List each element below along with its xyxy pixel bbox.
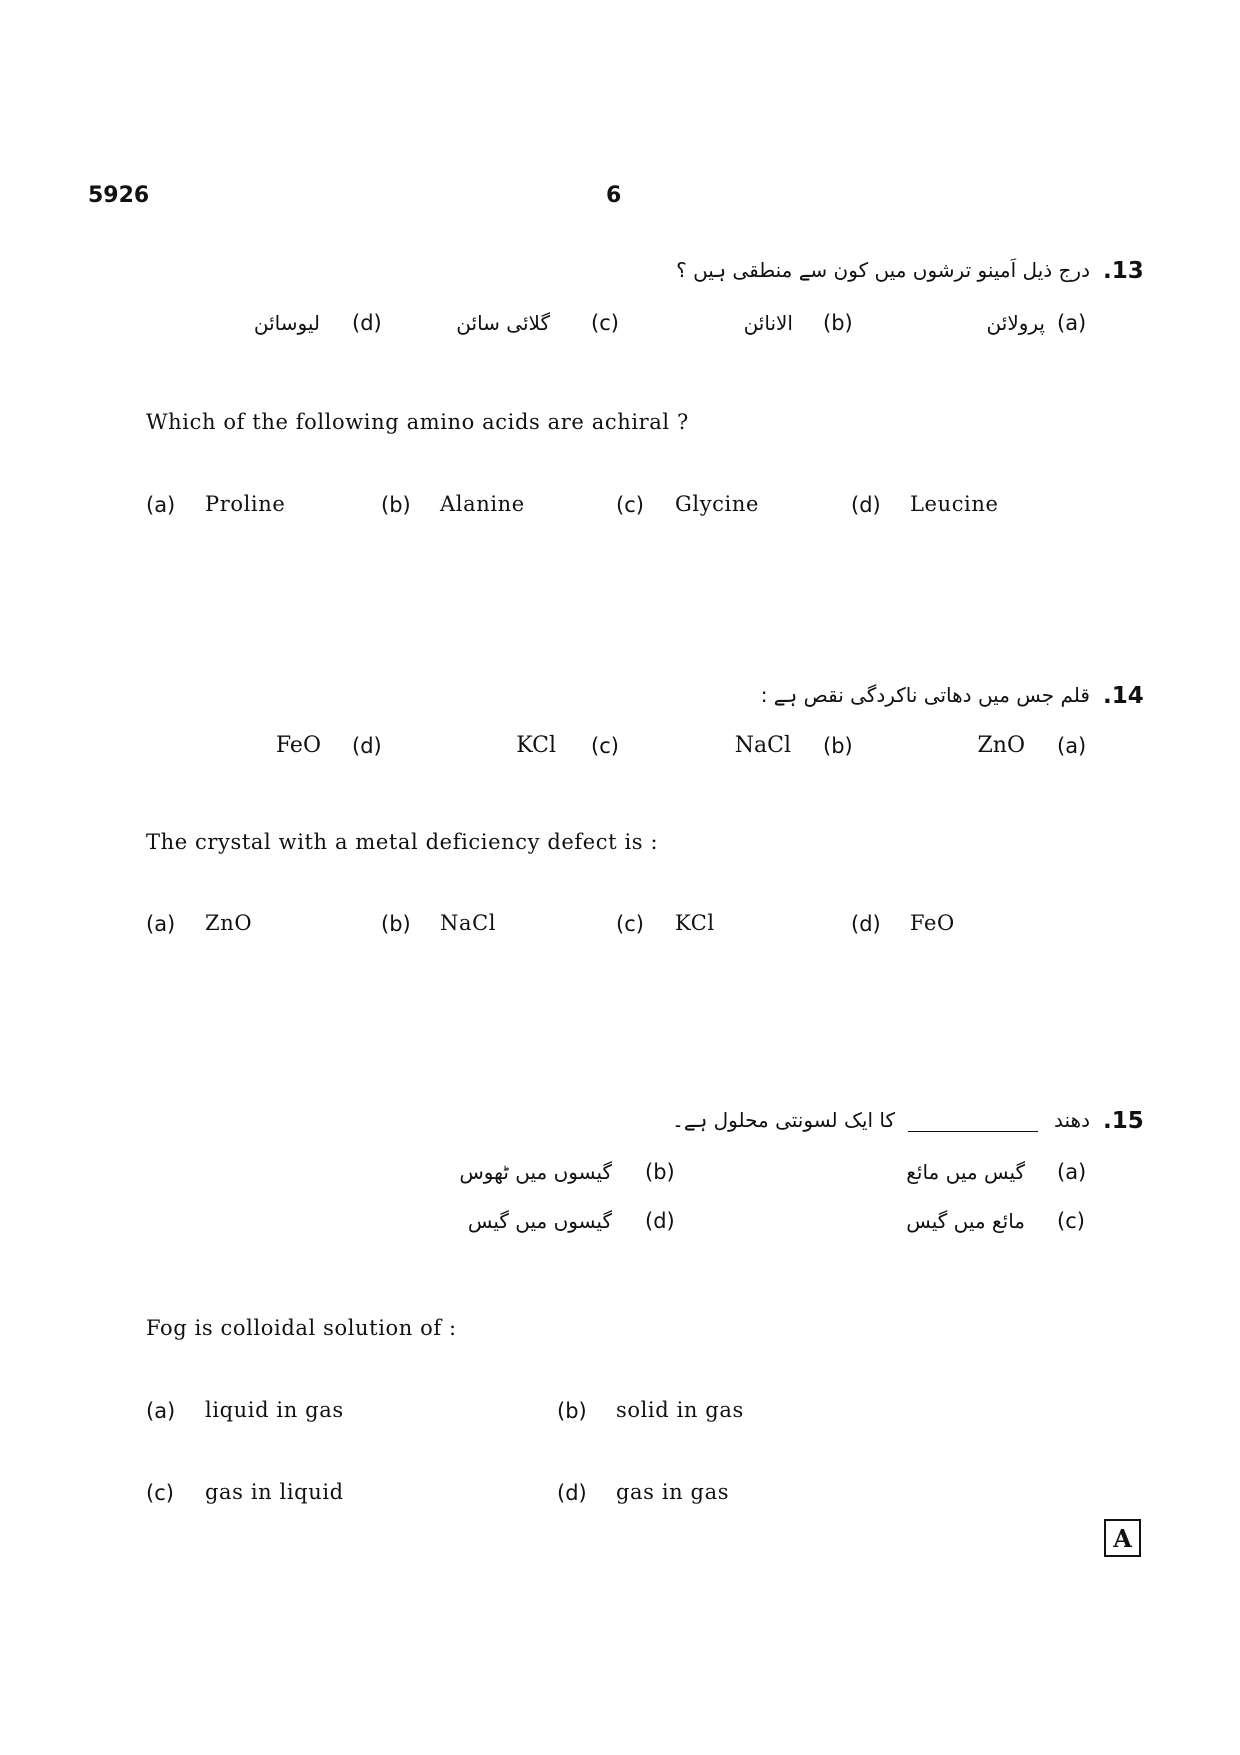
page-number: 6	[606, 183, 622, 208]
question-number: .14	[1103, 683, 1144, 709]
urdu-option-text: FeO	[275, 733, 321, 758]
option-label: (b)	[381, 912, 411, 936]
option-text: Leucine	[910, 492, 999, 516]
urdu-option-label: (d)	[352, 734, 382, 758]
option-label: (d)	[851, 493, 881, 517]
option-text: solid in gas	[616, 1398, 744, 1422]
option-text: FeO	[910, 911, 955, 935]
option-label: (c)	[616, 912, 644, 936]
urdu-option-label: (c)	[591, 734, 619, 758]
urdu-option-label: (d)	[352, 311, 382, 335]
urdu-option-text: ZnO	[977, 733, 1025, 758]
urdu-question-text: درج ذیل اَمینو ترشوں میں کون سے منطقی ہیں ؟	[676, 258, 1090, 282]
urdu-question-text: قلم جس میں دھاتی ناکردگی نقص ہے :	[760, 683, 1090, 707]
option-text: Proline	[205, 492, 286, 516]
urdu-option-label: (a)	[1057, 311, 1087, 335]
english-question-text: Fog is colloidal solution of :	[146, 1316, 457, 1340]
urdu-option-label: (b)	[645, 1160, 675, 1184]
urdu-option-label: (a)	[1057, 1160, 1087, 1184]
option-label: (a)	[146, 493, 176, 517]
paper-code: 5926	[88, 183, 150, 208]
urdu-option-label: (c)	[591, 311, 619, 335]
urdu-question-text-end: کا ایک لسونتی محلول ہے۔	[672, 1108, 895, 1132]
option-text: NaCl	[440, 911, 497, 935]
urdu-option-label: (c)	[1057, 1209, 1085, 1233]
urdu-option-label: (d)	[645, 1209, 675, 1233]
urdu-option-text: گیسوں میں گیس	[467, 1209, 612, 1233]
urdu-option-text: مائع میں گیس	[906, 1209, 1025, 1233]
option-label: (c)	[616, 493, 644, 517]
urdu-option-text: KCl	[516, 733, 556, 758]
urdu-option-text: لیوسائن	[253, 311, 320, 335]
option-label: (b)	[381, 493, 411, 517]
urdu-option-text: پرولائن	[986, 311, 1045, 335]
option-text: ZnO	[205, 911, 253, 935]
urdu-option-label: (b)	[823, 734, 853, 758]
booklet-series-box	[1104, 1519, 1141, 1557]
urdu-question-text-start: دھند	[1054, 1108, 1090, 1132]
option-text: Glycine	[675, 492, 759, 516]
urdu-option-label: (a)	[1057, 734, 1087, 758]
option-text: Alanine	[440, 492, 525, 516]
english-question-text: Which of the following amino acids are achiral ?	[146, 410, 689, 434]
question-number: .13	[1103, 258, 1144, 284]
option-text: gas in gas	[616, 1480, 730, 1504]
option-label: (d)	[557, 1481, 587, 1505]
question-number: .15	[1103, 1108, 1144, 1134]
option-label: (b)	[557, 1399, 587, 1423]
option-label: (d)	[851, 912, 881, 936]
urdu-option-text: گیسوں میں ٹھوس	[459, 1160, 612, 1184]
option-text: liquid in gas	[205, 1398, 344, 1422]
option-label: (a)	[146, 912, 176, 936]
urdu-option-text: گلائی سائن	[456, 311, 550, 335]
urdu-option-text: الانائن	[743, 311, 793, 335]
option-text: KCl	[675, 911, 715, 935]
urdu-option-text: NaCl	[734, 733, 791, 758]
option-text: gas in liquid	[205, 1480, 344, 1504]
urdu-option-label: (b)	[823, 311, 853, 335]
booklet-series-letter: A	[1113, 1523, 1132, 1553]
option-label: (a)	[146, 1399, 176, 1423]
option-label: (c)	[146, 1481, 174, 1505]
fill-in-blank-line	[908, 1131, 1038, 1132]
english-question-text: The crystal with a metal deficiency defect is :	[146, 830, 659, 854]
urdu-option-text: گیس میں مائع	[906, 1160, 1025, 1184]
